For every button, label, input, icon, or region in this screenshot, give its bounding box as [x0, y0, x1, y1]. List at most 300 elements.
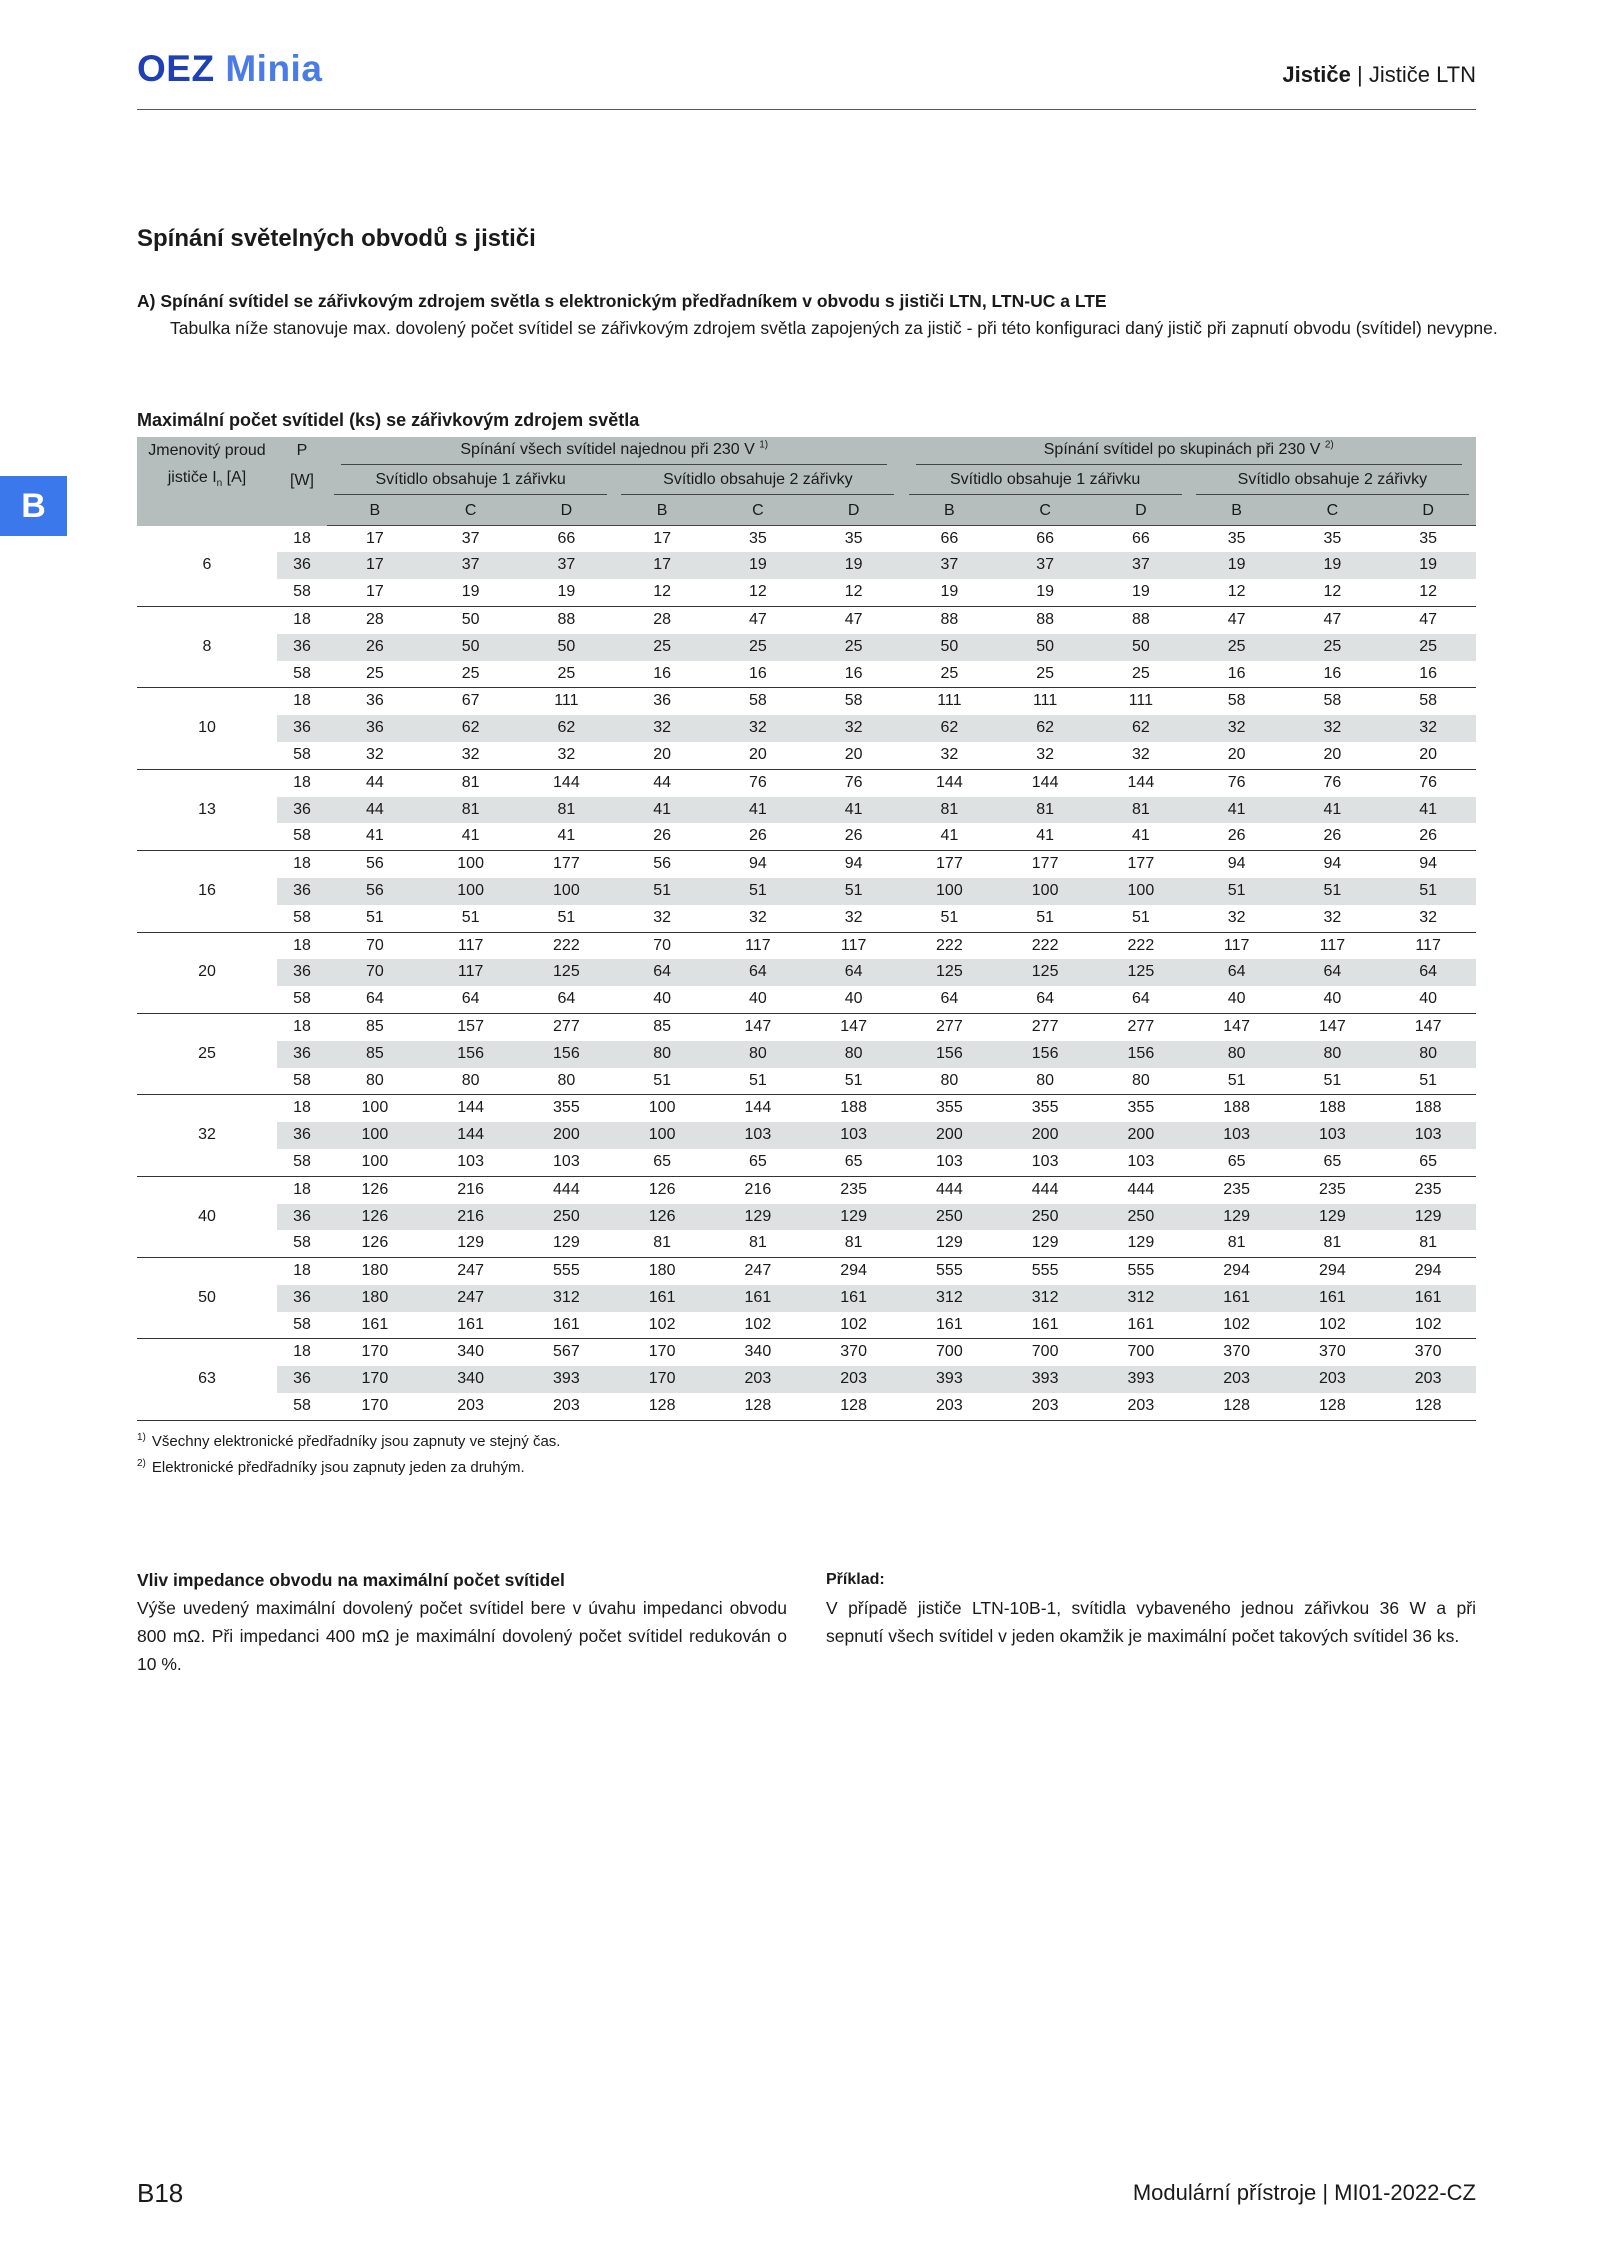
power-cell: 36 — [277, 1041, 327, 1068]
power-cell: 18 — [277, 688, 327, 715]
header-empty — [137, 498, 277, 526]
rated-current-cell: 40 — [137, 1176, 277, 1257]
power-cell: 58 — [293, 745, 311, 763]
count-cell: 41 — [940, 827, 959, 845]
count-cell: 20 — [1323, 745, 1342, 763]
header-char: C — [1285, 498, 1381, 526]
table-row — [137, 1285, 1476, 1312]
count-cell: 37 — [997, 552, 1093, 579]
count-cell: 25 — [1285, 634, 1381, 661]
count-cell: 103 — [806, 1122, 902, 1149]
count-cell: 312 — [1093, 1285, 1189, 1312]
count-cell: 64 — [710, 959, 806, 986]
power-cell: 18 — [277, 769, 327, 796]
count-cell: 312 — [997, 1285, 1093, 1312]
count-cell: 555 — [519, 1258, 615, 1285]
rated-current-cell: 63 — [137, 1339, 277, 1420]
count-cell: 32 — [461, 745, 480, 763]
count-cell: 81 — [423, 769, 519, 796]
count-cell: 47 — [1380, 606, 1476, 633]
header-group2: Spínání svítidel po skupinách při 230 V $^{2)}$ — [902, 437, 1477, 465]
count-cell: 50 — [423, 606, 519, 633]
count-cell: 19 — [461, 583, 480, 601]
count-cell: 94 — [1189, 851, 1285, 878]
count-cell: 161 — [1031, 1315, 1059, 1333]
table-container — [137, 437, 1476, 1481]
count-cell: 64 — [365, 990, 384, 1008]
count-cell: 51 — [1380, 878, 1476, 905]
count-cell: 67 — [423, 688, 519, 715]
count-cell: 35 — [1323, 529, 1342, 547]
count-cell: 81 — [653, 1234, 672, 1252]
count-cell: 355 — [997, 1095, 1093, 1122]
count-cell: 147 — [806, 1013, 902, 1040]
count-cell: 32 — [1036, 745, 1055, 763]
power-cell: 36 — [277, 1204, 327, 1231]
count-cell: 19 — [806, 552, 902, 579]
count-cell: 20 — [1419, 745, 1438, 763]
count-cell: 16 — [844, 664, 863, 682]
count-cell: 103 — [710, 1122, 806, 1149]
count-cell: 70 — [327, 959, 423, 986]
count-cell: 161 — [361, 1315, 389, 1333]
table-row — [137, 1122, 1476, 1149]
count-cell: 203 — [423, 1393, 519, 1420]
count-cell: 200 — [902, 1122, 998, 1149]
count-cell: 58 — [1285, 688, 1381, 715]
count-cell: 126 — [361, 1234, 389, 1252]
power-cell: 18 — [277, 1258, 327, 1285]
count-cell: 103 — [1285, 1122, 1381, 1149]
count-cell: 393 — [1093, 1366, 1189, 1393]
count-cell: 222 — [902, 932, 998, 959]
count-cell: 111 — [997, 688, 1093, 715]
count-cell: 20 — [653, 745, 672, 763]
count-cell: 25 — [1189, 634, 1285, 661]
header-current-line1: Jmenovitý proud — [137, 437, 277, 465]
count-cell: 129 — [710, 1204, 806, 1231]
power-cell: 18 — [277, 851, 327, 878]
count-cell: 58 — [1380, 688, 1476, 715]
count-cell: 203 — [519, 1393, 615, 1420]
count-cell: 126 — [614, 1204, 710, 1231]
count-cell: 235 — [1285, 1176, 1381, 1203]
table-title: Maximální počet svítidel (ks) se zářivkovým zdrojem světla — [137, 410, 640, 430]
count-cell: 170 — [327, 1393, 423, 1420]
count-cell: 81 — [423, 797, 519, 824]
count-cell: 203 — [806, 1366, 902, 1393]
count-cell: 100 — [327, 1095, 423, 1122]
rated-current-cell: 16 — [137, 851, 277, 932]
count-cell: 103 — [1189, 1122, 1285, 1149]
count-cell: 170 — [614, 1366, 710, 1393]
count-cell: 161 — [614, 1285, 710, 1312]
count-cell: 147 — [710, 1013, 806, 1040]
count-cell: 294 — [1380, 1258, 1476, 1285]
example-block — [826, 1566, 1476, 1650]
table-row — [137, 986, 1476, 1013]
count-cell: 36 — [327, 715, 423, 742]
count-cell: 81 — [1419, 1234, 1438, 1252]
count-cell: 126 — [327, 1176, 423, 1203]
count-cell: 80 — [940, 1071, 959, 1089]
count-cell: 41 — [710, 797, 806, 824]
count-cell: 100 — [614, 1095, 710, 1122]
table-row — [137, 606, 1476, 633]
count-cell: 37 — [1093, 552, 1189, 579]
count-cell: 56 — [327, 878, 423, 905]
section-a-text: Tabulka níže stanovuje max. dovolený počet svítidel se zářivkovým zdrojem světla zapojených za jistič - při této konfiguraci daný jistič při zapnutí obvodu (svítidel) nevypne. — [170, 318, 1498, 338]
count-cell: 58 — [710, 688, 806, 715]
count-cell: 62 — [423, 715, 519, 742]
count-cell: 203 — [997, 1393, 1093, 1420]
count-cell: 41 — [1380, 797, 1476, 824]
count-cell: 100 — [423, 851, 519, 878]
count-cell: 294 — [1189, 1258, 1285, 1285]
header-char: B — [902, 498, 998, 526]
count-cell: 19 — [940, 583, 959, 601]
count-cell: 64 — [1036, 990, 1055, 1008]
count-cell: 56 — [327, 851, 423, 878]
count-cell: 32 — [806, 715, 902, 742]
count-cell: 235 — [1189, 1176, 1285, 1203]
table-row — [137, 769, 1476, 796]
count-cell: 80 — [710, 1041, 806, 1068]
count-cell: 312 — [519, 1285, 615, 1312]
count-cell: 111 — [1093, 688, 1189, 715]
table-row — [137, 579, 1476, 606]
power-cell: 36 — [277, 715, 327, 742]
count-cell: 47 — [1189, 606, 1285, 633]
count-cell: 66 — [940, 529, 959, 547]
header-char: B — [614, 498, 710, 526]
count-cell: 50 — [1093, 634, 1189, 661]
count-cell: 222 — [997, 932, 1093, 959]
table-row — [137, 959, 1476, 986]
count-cell: 700 — [1093, 1339, 1189, 1366]
count-cell: 56 — [614, 851, 710, 878]
power-cell: 36 — [277, 1366, 327, 1393]
count-cell: 188 — [1189, 1095, 1285, 1122]
count-cell: 32 — [748, 908, 767, 926]
count-cell: 70 — [614, 932, 710, 959]
count-cell: 25 — [710, 634, 806, 661]
count-cell: 41 — [1131, 827, 1150, 845]
count-cell: 200 — [997, 1122, 1093, 1149]
power-cell: 18 — [277, 1176, 327, 1203]
count-cell: 17 — [365, 529, 384, 547]
count-cell: 216 — [423, 1204, 519, 1231]
count-cell: 41 — [1189, 797, 1285, 824]
count-cell: 51 — [1285, 878, 1381, 905]
table-row — [137, 715, 1476, 742]
count-cell: 25 — [1131, 664, 1150, 682]
count-cell: 444 — [1093, 1176, 1189, 1203]
count-cell: 40 — [748, 990, 767, 1008]
power-cell: 18 — [277, 932, 327, 959]
power-cell: 18 — [277, 606, 327, 633]
count-cell: 26 — [748, 827, 767, 845]
power-cell: 58 — [293, 664, 311, 682]
rated-current-cell: 25 — [137, 1013, 277, 1094]
header-g1-sub1: Svítidlo obsahuje 1 zářivku — [327, 465, 614, 498]
count-cell: 161 — [936, 1315, 963, 1333]
count-cell: 111 — [902, 688, 998, 715]
count-cell: 80 — [1131, 1071, 1150, 1089]
count-cell: 94 — [806, 851, 902, 878]
count-cell: 103 — [1380, 1122, 1476, 1149]
power-cell: 58 — [293, 583, 311, 601]
count-cell: 64 — [1131, 990, 1150, 1008]
count-cell: 19 — [1380, 552, 1476, 579]
count-cell: 51 — [365, 908, 384, 926]
count-cell: 81 — [997, 797, 1093, 824]
count-cell: 36 — [327, 688, 423, 715]
count-cell: 80 — [557, 1071, 576, 1089]
count-cell: 85 — [614, 1013, 710, 1040]
count-cell: 25 — [365, 664, 384, 682]
count-cell: 32 — [940, 745, 959, 763]
count-cell: 126 — [327, 1204, 423, 1231]
count-cell: 444 — [997, 1176, 1093, 1203]
table-row — [137, 1339, 1476, 1366]
count-cell: 277 — [519, 1013, 615, 1040]
count-cell: 51 — [653, 1071, 672, 1089]
count-cell: 216 — [423, 1176, 519, 1203]
power-cell: 36 — [277, 1285, 327, 1312]
page-title: Spínání světelných obvodů s jističi — [137, 225, 536, 252]
count-cell: 40 — [1323, 990, 1342, 1008]
count-cell: 247 — [423, 1285, 519, 1312]
count-cell: 312 — [902, 1285, 998, 1312]
count-cell: 51 — [748, 1071, 767, 1089]
count-cell: 94 — [710, 851, 806, 878]
count-cell: 170 — [614, 1339, 710, 1366]
count-cell: 203 — [1189, 1366, 1285, 1393]
table-row — [137, 851, 1476, 878]
header-p-line2: [W] — [277, 465, 327, 498]
count-cell: 32 — [710, 715, 806, 742]
header-char: B — [1189, 498, 1285, 526]
count-cell: 100 — [327, 1122, 423, 1149]
count-cell: 36 — [614, 688, 710, 715]
count-cell: 51 — [557, 908, 576, 926]
power-cell: 58 — [293, 990, 311, 1008]
count-cell: 170 — [327, 1339, 423, 1366]
count-cell: 147 — [1285, 1013, 1381, 1040]
count-cell: 85 — [327, 1013, 423, 1040]
count-cell: 370 — [806, 1339, 902, 1366]
count-cell: 129 — [1127, 1234, 1155, 1252]
count-cell: 47 — [1285, 606, 1381, 633]
power-cell: 18 — [277, 1095, 327, 1122]
count-cell: 81 — [519, 797, 615, 824]
document-id: Modulární přístroje | MI01-2022-CZ — [1132, 2180, 1476, 2205]
table-row — [137, 905, 1476, 932]
table-row — [137, 661, 1476, 688]
count-cell: 26 — [1419, 827, 1438, 845]
count-cell: 17 — [327, 552, 423, 579]
count-cell: 144 — [423, 1122, 519, 1149]
count-cell: 161 — [1380, 1285, 1476, 1312]
count-cell: 128 — [710, 1393, 806, 1420]
count-cell: 65 — [844, 1152, 863, 1170]
count-cell: 32 — [1189, 715, 1285, 742]
table-row — [137, 1013, 1476, 1040]
count-cell: 177 — [1093, 851, 1189, 878]
header-char: B — [327, 498, 423, 526]
count-cell: 51 — [1036, 908, 1055, 926]
count-cell: 19 — [557, 583, 576, 601]
count-cell: 35 — [748, 529, 767, 547]
count-cell: 65 — [1323, 1152, 1342, 1170]
count-cell: 102 — [1223, 1315, 1250, 1333]
count-cell: 25 — [461, 664, 480, 682]
count-cell: 340 — [423, 1339, 519, 1366]
power-cell: 58 — [293, 1152, 311, 1170]
count-cell: 17 — [653, 529, 672, 547]
count-cell: 128 — [1285, 1393, 1381, 1420]
count-cell: 144 — [902, 769, 998, 796]
count-cell: 76 — [1189, 769, 1285, 796]
power-cell: 58 — [293, 1071, 311, 1089]
count-cell: 25 — [614, 634, 710, 661]
count-cell: 80 — [1189, 1041, 1285, 1068]
count-cell: 250 — [997, 1204, 1093, 1231]
count-cell: 62 — [519, 715, 615, 742]
count-cell: 88 — [997, 606, 1093, 633]
count-cell: 156 — [902, 1041, 998, 1068]
count-cell: 216 — [710, 1176, 806, 1203]
count-cell: 156 — [423, 1041, 519, 1068]
count-cell: 28 — [327, 606, 423, 633]
oez-minia-logo — [137, 48, 322, 90]
count-cell: 203 — [1093, 1393, 1189, 1420]
table-row — [137, 1095, 1476, 1122]
footnote: $^{2)}$ Elektronické předřadníky jsou zapnuty jeden za druhým. — [137, 1457, 525, 1476]
count-cell: 277 — [902, 1013, 998, 1040]
count-cell: 17 — [365, 583, 384, 601]
count-cell: 20 — [1227, 745, 1246, 763]
count-cell: 180 — [614, 1258, 710, 1285]
power-cell: 18 — [277, 1339, 327, 1366]
count-cell: 100 — [519, 878, 615, 905]
count-cell: 80 — [1380, 1041, 1476, 1068]
count-cell: 125 — [997, 959, 1093, 986]
table-row — [137, 1312, 1476, 1339]
count-cell: 62 — [997, 715, 1093, 742]
count-cell: 81 — [1227, 1234, 1246, 1252]
header-char: D — [1093, 498, 1189, 526]
count-cell: 235 — [806, 1176, 902, 1203]
count-cell: 294 — [806, 1258, 902, 1285]
power-cell: 58 — [293, 908, 311, 926]
count-cell: 128 — [614, 1393, 710, 1420]
count-cell: 47 — [710, 606, 806, 633]
count-cell: 25 — [1380, 634, 1476, 661]
count-cell: 161 — [553, 1315, 580, 1333]
count-cell: 102 — [744, 1315, 772, 1333]
count-cell: 32 — [1323, 908, 1342, 926]
power-cell: 36 — [277, 959, 327, 986]
count-cell: 94 — [1380, 851, 1476, 878]
header-empty — [277, 498, 327, 526]
count-cell: 51 — [461, 908, 480, 926]
count-cell: 41 — [1285, 797, 1381, 824]
count-cell: 102 — [1414, 1315, 1442, 1333]
count-cell: 20 — [748, 745, 767, 763]
count-cell: 20 — [844, 745, 863, 763]
count-cell: 81 — [1323, 1234, 1342, 1252]
chapter-tab: B — [0, 476, 67, 536]
count-cell: 156 — [1093, 1041, 1189, 1068]
power-cell: 18 — [277, 1013, 327, 1040]
table-row — [137, 1258, 1476, 1285]
count-cell: 16 — [653, 664, 672, 682]
table-row — [137, 1204, 1476, 1231]
count-cell: 700 — [997, 1339, 1093, 1366]
count-cell: 32 — [557, 745, 576, 763]
header-g1-sub2: Svítidlo obsahuje 2 zářivky — [614, 465, 901, 498]
count-cell: 12 — [653, 583, 672, 601]
table-row — [137, 634, 1476, 661]
count-cell: 294 — [1285, 1258, 1381, 1285]
count-cell: 51 — [1419, 1071, 1438, 1089]
count-cell: 277 — [1093, 1013, 1189, 1040]
count-cell: 102 — [648, 1315, 676, 1333]
power-cell: 58 — [293, 1315, 311, 1333]
count-cell: 26 — [1227, 827, 1246, 845]
count-cell: 125 — [902, 959, 998, 986]
power-cell: 18 — [293, 529, 311, 547]
rated-current-cell: 13 — [137, 769, 277, 850]
breadcrumb-subsection: Jističe LTN — [1368, 62, 1476, 87]
count-cell: 12 — [748, 583, 767, 601]
count-cell: 47 — [806, 606, 902, 633]
count-cell: 103 — [457, 1152, 484, 1170]
count-cell: 64 — [1285, 959, 1381, 986]
count-cell: 203 — [710, 1366, 806, 1393]
rated-current-cell: 6 — [202, 556, 212, 574]
count-cell: 156 — [997, 1041, 1093, 1068]
count-cell: 250 — [519, 1204, 615, 1231]
count-cell: 180 — [327, 1285, 423, 1312]
count-cell: 19 — [1131, 583, 1150, 601]
header-char: C — [997, 498, 1093, 526]
count-cell: 25 — [940, 664, 959, 682]
rated-current-cell: 8 — [137, 606, 277, 687]
power-cell: 58 — [293, 1234, 311, 1252]
count-cell: 37 — [902, 552, 998, 579]
count-cell: 66 — [1131, 529, 1150, 547]
count-cell: 32 — [365, 745, 384, 763]
power-cell: 36 — [277, 634, 327, 661]
count-cell: 51 — [1189, 878, 1285, 905]
count-cell: 25 — [1036, 664, 1055, 682]
table-row — [137, 878, 1476, 905]
count-cell: 111 — [519, 688, 615, 715]
count-cell: 567 — [519, 1339, 615, 1366]
count-cell: 393 — [519, 1366, 615, 1393]
count-cell: 235 — [1380, 1176, 1476, 1203]
count-cell: 35 — [844, 529, 863, 547]
count-cell: 100 — [361, 1152, 389, 1170]
count-cell: 64 — [461, 990, 480, 1008]
count-cell: 16 — [748, 664, 767, 682]
count-cell: 128 — [1380, 1393, 1476, 1420]
count-cell: 65 — [1227, 1152, 1246, 1170]
count-cell: 156 — [519, 1041, 615, 1068]
